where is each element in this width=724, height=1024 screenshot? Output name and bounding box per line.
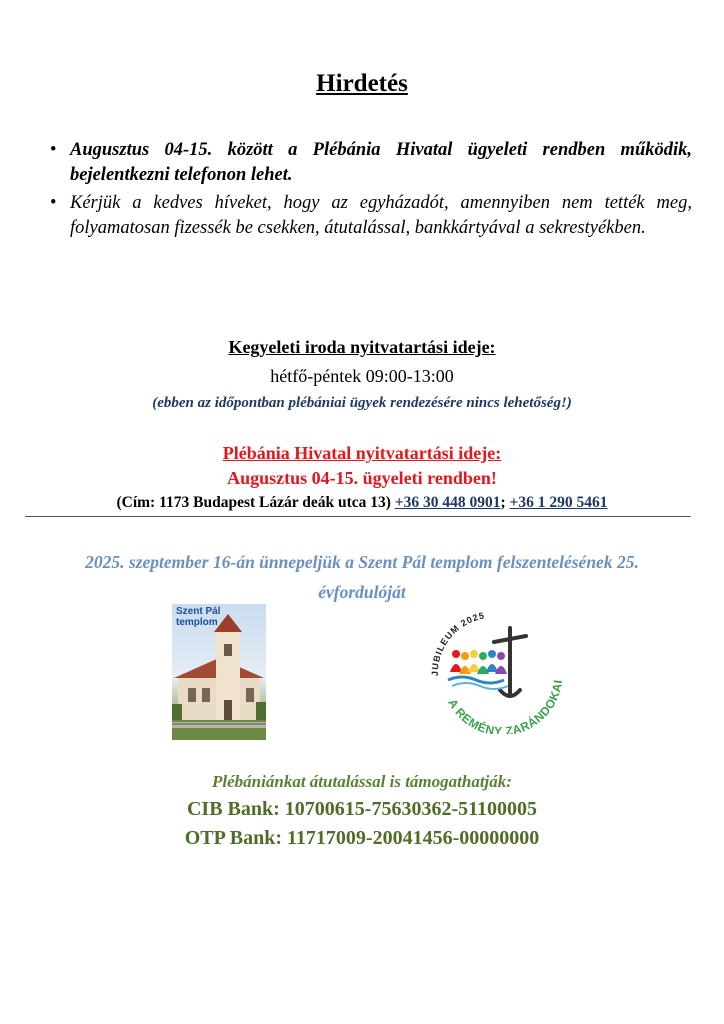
notice-item-church-tax: • Kérjük a kedves híveket, hogy az egyházadót, amennyiben nem tették meg, folyamatosan fizessék be csekken, átutalással, bankkártyával a sekrestyékben. — [50, 191, 692, 241]
office-hours-note: (ebben az időpontban plébániai ügyek rendezésére nincs lehetőség!) — [152, 395, 572, 411]
anniversary-announcement: 2025. szeptember 16-án ünnepeljük a Szent Pál templom felszentelésének 25. évfordulóját — [85, 552, 639, 602]
pilgrim-head — [470, 650, 478, 658]
phone-separator: ; — [500, 494, 506, 511]
office-hours-heading: Kegyeleti iroda nyitvatartási ideje: — [228, 337, 496, 357]
cross-anchor-icon — [494, 628, 526, 696]
page-title: Hirdetés — [316, 70, 408, 97]
section-divider — [25, 516, 691, 517]
jubilee-logo-graphic — [416, 604, 576, 734]
parish-office-heading: Plébánia Hivatal nyitvatartási ideje: — [222, 443, 502, 463]
church-photo — [172, 604, 266, 740]
jubilee-arc-bottom-text: A REMÉNY ZARÁNDOKAI — [445, 678, 566, 734]
pilgrim-body — [468, 664, 480, 672]
pilgrim-body — [486, 664, 498, 672]
parish-office-status: Augusztus 04-15. ügyeleti rendben! — [227, 468, 497, 488]
pilgrim-body — [450, 664, 462, 672]
pilgrim-head — [452, 650, 460, 658]
phone-link-landline[interactable]: +36 1 290 5461 — [509, 494, 608, 511]
office-hours-value: hétfő-péntek 09:00-13:00 — [270, 366, 454, 386]
jubilee-arc-top-text: JUBILEUM 2025 — [429, 610, 486, 677]
cib-bank-account: CIB Bank: 10700615-75630362-51100005 — [186, 798, 538, 820]
parish-contact — [0, 494, 724, 512]
pilgrim-body — [495, 666, 507, 674]
notice-list — [50, 138, 692, 244]
notice-item-office-hours: • Augusztus 04-15. között a Plébánia Hivatal ügyeleti rendben működik, bejelentkezni telefonon lehet. — [50, 138, 692, 188]
support-heading: Plébániánkat átutalással is támogathatják: — [212, 772, 512, 791]
otp-bank-account: OTP Bank: 11717009-20041456-00000000 — [184, 827, 540, 849]
phone-link-mobile[interactable]: +36 30 448 0901 — [394, 494, 501, 511]
pilgrim-head — [488, 650, 496, 658]
pilgrim-head — [497, 652, 505, 660]
church-photo-caption: Szent Pál templom — [176, 606, 221, 628]
pilgrim-figures — [450, 650, 507, 674]
parish-address: (Cím: 1173 Budapest Lázár deák utca 13) — [116, 494, 391, 511]
pilgrim-head — [479, 652, 487, 660]
pilgrim-head — [461, 652, 469, 660]
jubilee-2025-logo — [416, 604, 576, 734]
